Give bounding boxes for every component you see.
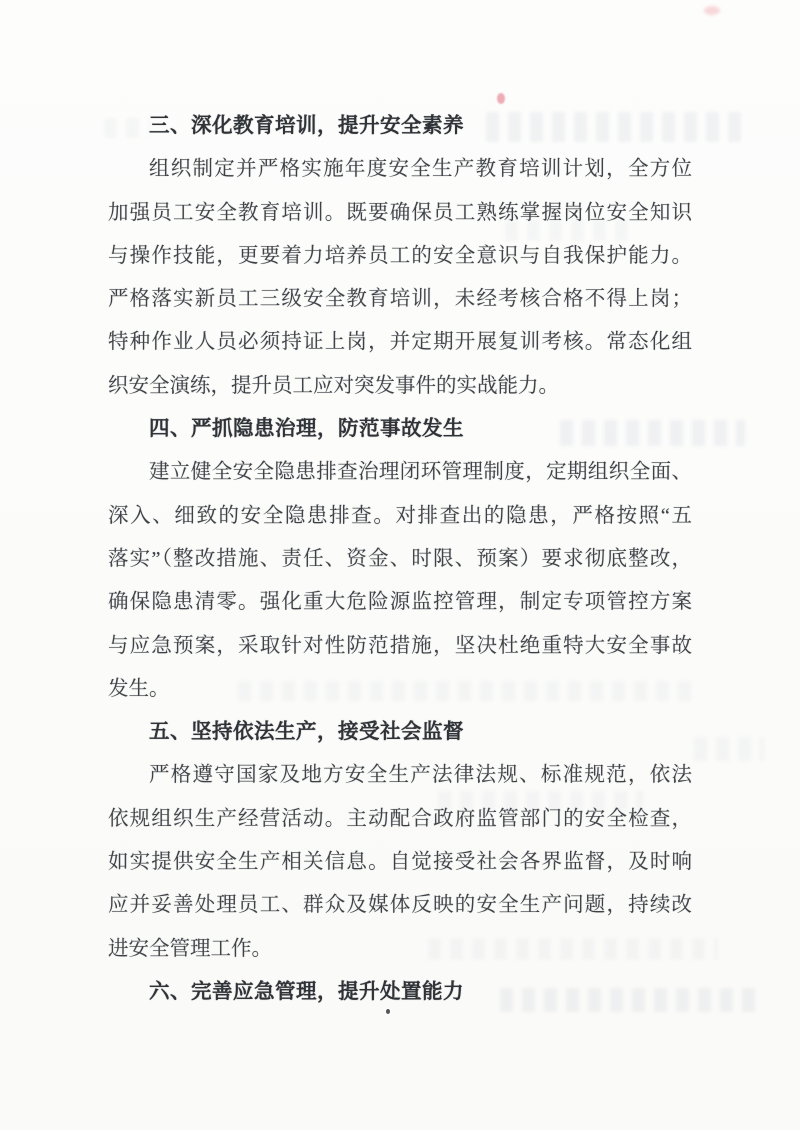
text-line: 深入、细致的安全隐患排查。对排查出的隐患，严格按照“五 — [108, 504, 692, 527]
text-line: 严格落实新员工三级安全教育培训，未经考核合格不得上岗； — [108, 288, 692, 311]
text-line: 织安全演练，提升员工应对突发事件的实战能力。 — [108, 374, 559, 397]
text-line: 发生。 — [108, 677, 170, 700]
bleed-through-artifact — [560, 420, 745, 446]
text-line: 落实”（整改措施、责任、资金、时限、预案）要求彻底整改， — [108, 547, 692, 570]
text-line: 确保隐患清零。强化重大危险源监控管理，制定专项管控方案 — [108, 591, 692, 614]
text-line: 应并妥善处理员工、群众及媒体反映的安全生产问题，持续改 — [108, 894, 692, 917]
text-line: 严格遵守国家及地方安全生产法律法规、标准规范，依法 — [149, 764, 692, 787]
text-line: 加强员工安全教育培训。既要确保员工熟练掌握岗位安全知识 — [108, 201, 692, 224]
bleed-through-artifact — [505, 219, 633, 241]
bleed-through-artifact — [694, 737, 764, 761]
bleed-through-artifact — [238, 681, 698, 701]
bleed-through-artifact — [486, 112, 742, 142]
section-heading-3: 三、深化教育培训，提升安全素养 — [149, 115, 464, 137]
text-line: 与应急预案，采取针对性防范措施，坚决杜绝重特大安全事故 — [108, 634, 692, 657]
text-line: 进安全管理工作。 — [108, 937, 272, 960]
red-ink-speck — [704, 6, 720, 15]
bleed-through-artifact — [500, 988, 758, 1012]
section-heading-5: 五、坚持依法生产，接受社会监督 — [149, 721, 464, 744]
bleed-through-artifact — [438, 791, 643, 811]
dark-ink-speck — [386, 1009, 390, 1014]
section-heading-4: 四、严抓隐患治理，防范事故发生 — [149, 418, 464, 441]
text-line: 特种作业人员必须持证上岗，并定期开展复训考核。常态化组 — [108, 331, 692, 354]
document-body — [108, 105, 692, 1014]
text-line: 如实提供安全生产相关信息。自觉接受社会各界监督，及时响 — [108, 851, 692, 874]
bleed-through-artifact — [104, 118, 150, 138]
text-line: 依规组织生产经营活动。主动配合政府监管部门的安全检查， — [108, 807, 692, 830]
text-line: 组织制定并严格实施年度安全生产教育培训计划，全方位 — [149, 158, 692, 181]
bleed-through-artifact — [428, 938, 718, 960]
red-ink-speck — [497, 93, 505, 104]
text-line: 与操作技能，更要着力培养员工的安全意识与自我保护能力。 — [108, 244, 692, 267]
section-heading-6: 六、完善应急管理，提升处置能力 — [149, 980, 464, 1003]
text-line: 建立健全安全隐患排查治理闭环管理制度，定期组织全面、 — [149, 461, 692, 484]
